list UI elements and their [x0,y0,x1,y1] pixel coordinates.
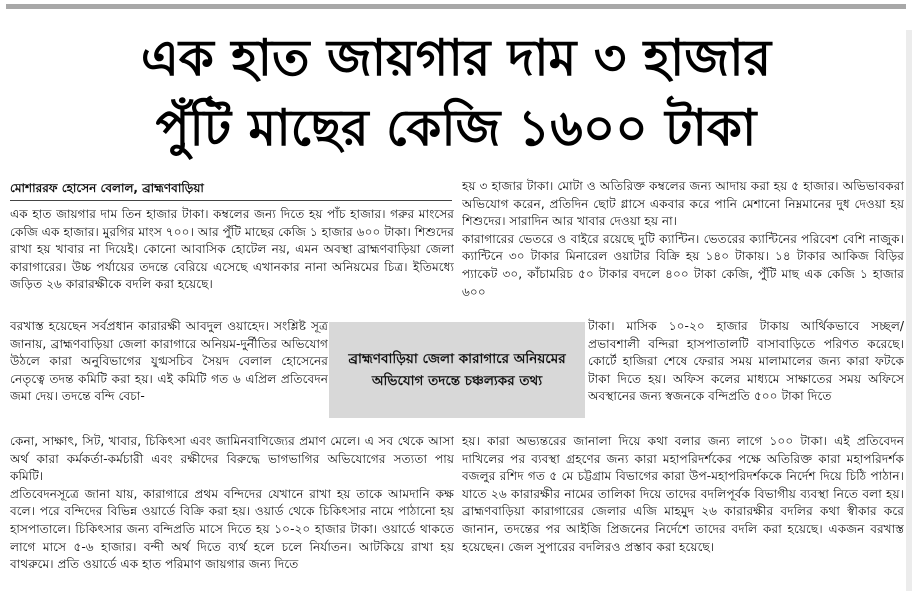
article-column-right-bottom [462,433,904,591]
article-column-left-top [10,206,454,306]
paragraph: বরখাস্ত হয়েছেন সর্বপ্রধান কারারক্ষী আবদুল ওয়াহেদ। সংশ্লিষ্ট সূত্র জানায়, ব্রাহ্মণবাড়িয়া জেলা কারাগারে অনিয়ম-দুর্নীতির অভিযোগ উঠলে কারা অনুবিভাগের যুগ্মসচিব সৈয়দ বেলাল হোসেনের নেতৃত্বে তদন্ত কমিটি করা হয়। এই কমিটি গত ৬ এপ্রিল প্রতিবেদন জমা দেয়। তদন্তে বন্দি বেচা- [10,319,328,404]
byline: মোশাররফ হোসেন বেলাল, ব্রাহ্মণবাড়িয়া [10,180,452,201]
pull-quote-text: ব্রাহ্মণবাড়িয়া জেলা কারাগারে অনিয়মের অভিযোগ তদন্তে চঞ্চল্যকর তথ্য [348,351,566,389]
headline-line-2: পুঁটি মাছের কেজি ১৬০০ টাকা [155,99,757,157]
paragraph: টাকা। মাসিক ১০-২০ হাজার টাকায় আর্থিকভাবে সচ্ছল/প্রভাবশালী বন্দিরা হাসপাতালটি বাসাবাড়িতে পরিণত করেছে। কোর্টে হাজিরা শেষে ফেরার সময় মালামালের জন্য কারা ফটকে টাকা দিতে হয়। অফিস কলের মাধ্যমে সাক্ষাতের সময় অফিসে অবস্থানের জন্য স্বজনকে বন্দিপ্রতি ৫০০ টাকা দিতে [588,319,904,404]
paragraph: কেনা, সাক্ষাৎ, সিট, খাবার, চিকিৎসা এবং জামিনবাণিজ্যের প্রমাণ মেলে। এ সব থেকে আসা অর্থ কারা কর্মকর্তা-কর্মচারী এবং রক্ষীদের বিরুদ্ধে ভাগভাগির অভিযোগের সত্যতা পায় কমিটি। [10,434,454,484]
top-rule [6,4,906,9]
headline-line-1: এক হাত জায়গার দাম ৩ হাজার [140,29,772,87]
paragraph: হয় ৩ হাজার টাকা। মোটা ও অতিরিক্ত কম্বলের জন্য আদায় করা হয় ৫ হাজার। অভিভাবকরা অভিযোগ করেন, প্রতিদিন ছোট গ্লাসে একবার করে পানি মেশানো নিম্নমানের দুধ দেওয়া হয় শিশুদের। সারাদিন আর খাবার দেওয়া হয় না। [462,179,904,229]
paragraph: প্রতিবেদনসূত্রে জানা যায়, কারাগারে প্রথম বন্দিদের যেখানে রাখা হয় তাকে আমদানি কক্ষ বলে। পরে বন্দিদের বিভিন্ন ওয়ার্ডে বিক্রি করা হয়। ওয়ার্ড থেকে চিকিৎসার নামে পাঠানো হয় হাসপাতালে। চিকিৎসার জন্য বন্দিপ্রতি মাসে দিতে হয় ১০-২০ হাজার টাকা। ওয়ার্ডে থাকতে লাগে মাসে ৫-৬ হাজার। বন্দী অর্থ দিতে ব্যর্থ হলে চলে নির্যাতন। আটকিয়ে রাখা হয় বাথরুমে। প্রতি ওয়ার্ডে এক হাত পরিমাণ জায়গার জন্য দিতে [10,486,454,572]
paragraph: এক হাত জায়গার দাম তিন হাজার টাকা। কম্বলের জন্য দিতে হয় পাঁচ হাজার। গরুর মাংসের কেজি এক হাজার। মুরগির মাংস ৭০০। আর পুঁটি মাছের কেজি ১ হাজার ৬০০ টাকা। শিশুদের রাখা হয় খাবার না দিয়েই। কোনো আবাসিক হোটেল নয়, এমন অবস্থা ব্রাহ্মণবাড়িয়া জেলা কারাগারের। উচ্চ পর্যায়ের তদন্তে বেরিয়ে এসেছে এখানকার নানা অনিয়মের চিত্র। ইতিমধ্যে জড়িত ২৬ কারারক্ষীকে বদলি করা হয়েছে। [10,207,454,292]
page-edge [906,30,912,591]
article-column-right-top [462,178,904,318]
paragraph: হয়। কারা অভ্যন্তরের জানালা দিয়ে কথা বলার জন্য লাগে ১০০ টাকা। এই প্রতিবেদন দাখিলের পর ব্যবস্থা গ্রহণের জন্য কারা মহাপরিদর্শকের পক্ষে অতিরিক্ত কারা মহাপরিদর্শক বজলুর রশিদ গত ৫ মে চট্টগ্রাম বিভাগের কারা উপ-মহাপরিদর্শককে নির্দেশ দিয়ে চিঠি পাঠান। যাতে ২৬ কারারক্ষীর নামের তালিকা দিয়ে তাদের বদলিপূর্বক বিভাগীয় ব্যবস্থা নিতে বলা হয়। ব্রাহ্মণবাড়িয়া কারাগারের জেলার এজি মাহমুদ ২৬ কারারক্ষীর বদলির কথা স্বীকার করে জানান, তদন্তের পর আইজি প্রিজনের নির্দেশে তাদের বদলি করা হয়েছে। একজন বরখাস্ত হয়েছেন। জেল সুপারের বদলিরও প্রস্তাব করা হয়েছে। [462,434,904,554]
article-column-left-mid [10,318,328,432]
article-column-left-bottom [10,433,454,591]
paragraph: কারাগারের ভেতরে ও বাইরে রয়েছে দুটি ক্যান্টিন। ভেতরের ক্যান্টিনের পরিবেশ বেশি নাজুক। ক্যান্টিনে ৩০ টাকার মিনারেল ওয়াটার বিক্রি হয় ১৪০ টাকায়। ১৪ টাকার আকিজ বিড়ির প্যাকেট ৩০, কাঁচামরিচ ৫০ টাকার বদলে ৪০০ টাকা কেজি, পুঁটি মাছ এক কেজি ১ হাজার ৬০০ [462,231,904,299]
pull-quote [329,322,585,418]
article-column-right-mid [588,318,904,432]
